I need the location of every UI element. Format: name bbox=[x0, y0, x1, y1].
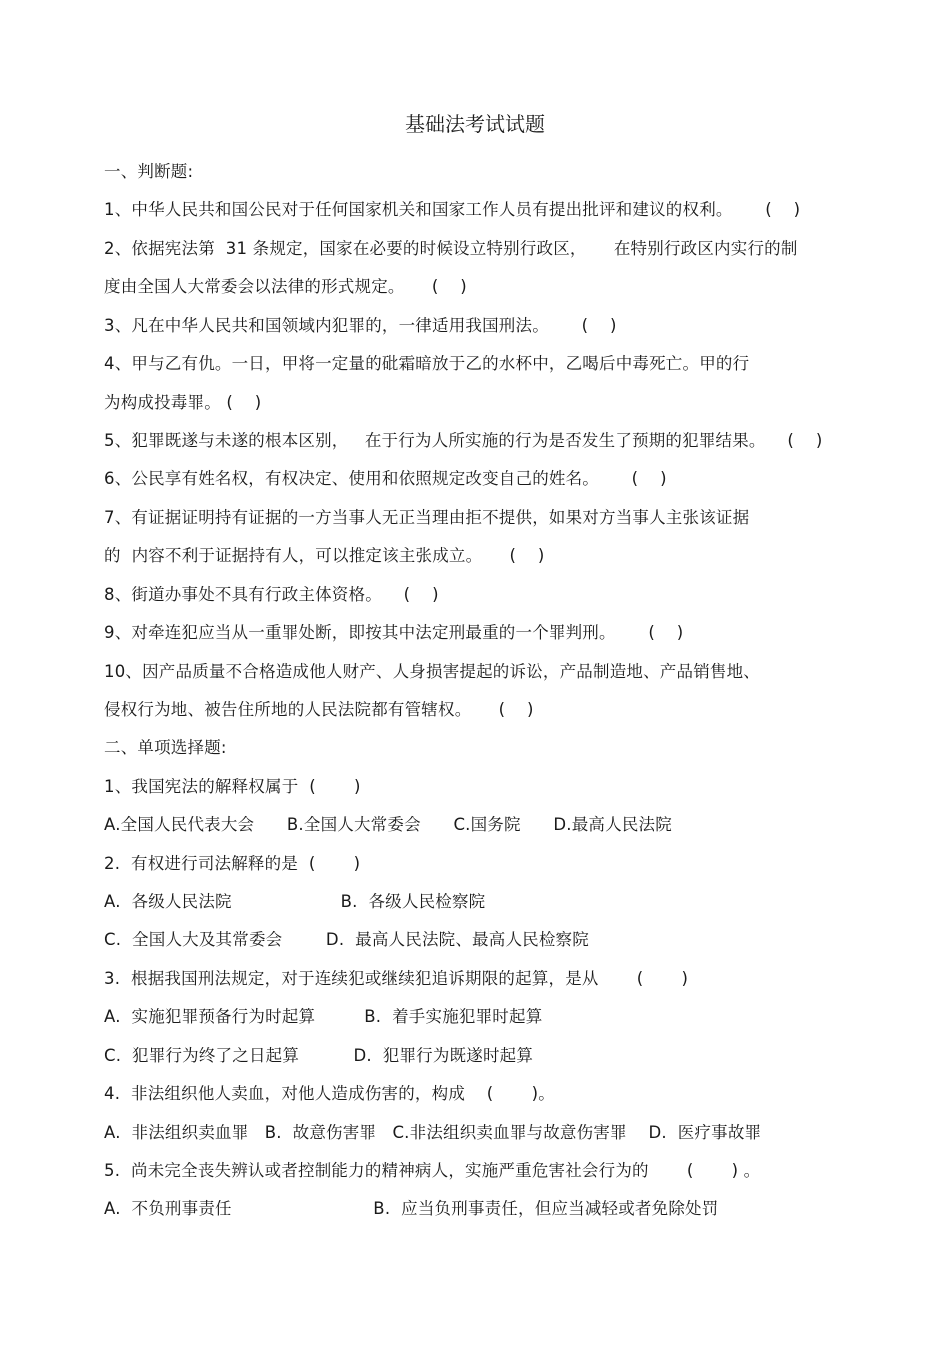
question-line: 7、有证据证明持有证据的一方当事人无正当理由拒不提供，如果对方当事人主张该证据 bbox=[104, 508, 750, 527]
option-line: A. 各级人民法院 B. 各级人民检察院 bbox=[104, 892, 486, 911]
question-line: 2. 有权进行司法解释的是 ( ) bbox=[104, 854, 361, 873]
question-line: 6、公民享有姓名权，有权决定、使用和依照规定改变自己的姓名。 ( ) bbox=[104, 469, 667, 488]
option-line: A.全国人民代表大会 B.全国人大常委会 C.国务院 D.最高人民法院 bbox=[104, 815, 672, 834]
question-line: 5. 尚未完全丧失辨认或者控制能力的精神病人，实施严重危害社会行为的 ( ) 。 bbox=[104, 1161, 761, 1180]
question-line: 9、对牵连犯应当从一重罪处断，即按其中法定刑最重的一个罪判刑。 ( ) bbox=[104, 623, 684, 642]
question-line: 8、街道办事处不具有行政主体资格。 ( ) bbox=[104, 585, 439, 604]
question-line: 3、凡在中华人民共和国领域内犯罪的，一律适用我国刑法。 ( ) bbox=[104, 316, 617, 335]
question-line: 1、中华人民共和国公民对于任何国家机关和国家工作人员有提出批评和建议的权利。 ( ) bbox=[104, 200, 801, 219]
section-heading-true-false: 一、判断题: bbox=[104, 162, 194, 181]
question-line: 10、因产品质量不合格造成他人财产、人身损害提起的诉讼，产品制造地、产品销售地、 bbox=[104, 662, 760, 681]
question-line: 4. 非法组织他人卖血，对他人造成伤害的，构成 ( )。 bbox=[104, 1084, 555, 1103]
option-line: A. 非法组织卖血罪 B. 故意伤害罪 C.非法组织卖血罪与故意伤害罪 D. 医疗事故罪 bbox=[104, 1123, 762, 1142]
option-line: C. 全国人大及其常委会 D. 最高人民法院、最高人民检察院 bbox=[104, 930, 589, 949]
option-line: A. 实施犯罪预备行为时起算 B. 着手实施犯罪时起算 bbox=[104, 1007, 543, 1026]
option-line: C. 犯罪行为终了之日起算 D. 犯罪行为既遂时起算 bbox=[104, 1046, 534, 1065]
question-line: 3. 根据我国刑法规定，对于连续犯或继续犯追诉期限的起算，是从 ( ) bbox=[104, 969, 689, 988]
question-line: 的 内容不利于证据持有人，可以推定该主张成立。 ( ) bbox=[104, 546, 545, 565]
option-line: A. 不负刑事责任 B. 应当负刑事责任，但应当减轻或者免除处罚 bbox=[104, 1199, 719, 1218]
section-heading-single-choice: 二、单项选择题: bbox=[104, 738, 227, 757]
question-line: 度由全国人大常委会以法律的形式规定。 ( ) bbox=[104, 277, 467, 296]
question-line: 4、甲与乙有仇。一日，甲将一定量的砒霜暗放于乙的水杯中，乙喝后中毒死亡。甲的行 bbox=[104, 354, 750, 373]
question-line: 为构成投毒罪。 ( ) bbox=[104, 393, 262, 412]
question-line: 2、依据宪法第 31 条规定，国家在必要的时候设立特别行政区， 在特别行政区内实行的制 bbox=[104, 239, 798, 258]
document-title: 基础法考试试题 bbox=[405, 112, 545, 136]
question-line: 5、犯罪既遂与未遂的根本区别， 在于行为人所实施的行为是否发生了预期的犯罪结果。 ( ) bbox=[104, 431, 823, 450]
question-line: 侵权行为地、被告住所地的人民法院都有管辖权。 ( ) bbox=[104, 700, 534, 719]
question-line: 1、我国宪法的解释权属于 ( ) bbox=[104, 777, 361, 796]
